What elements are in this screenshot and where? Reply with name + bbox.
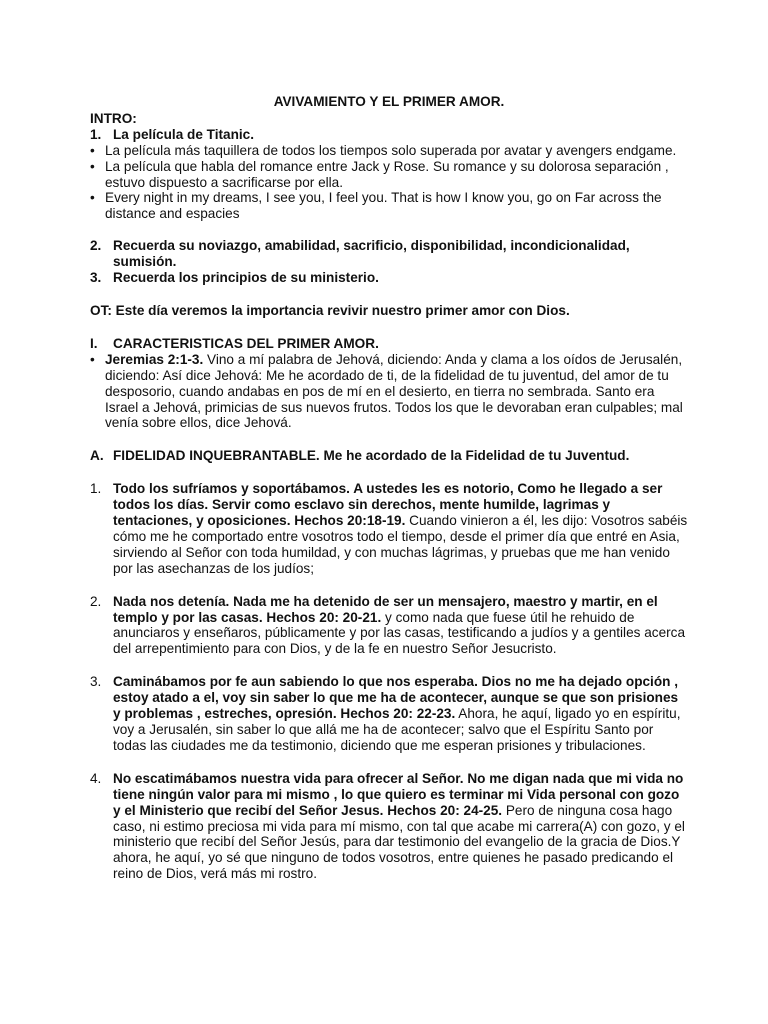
section-1-number: I. — [90, 335, 98, 351]
intro-bullet-text: La película que habla del romance entre Jack y Rose. Su romance y su dolorosa separación , estuvo dispuesto a sacrificarse por ella. — [105, 158, 669, 190]
section-a-number: A. — [90, 448, 104, 464]
point-4 — [90, 771, 688, 882]
scripture-text: Vino a mí palabra de Jehová, diciendo: Anda y clama a los oídos de Jerusalén, diciendo: Así dice Jehová: Me he acordado de ti, de la fidelidad de tu juventud, del amor de tu desposorio, cuando andabas en pos de mí en el desierto, en tierra no sembrada. Santo era Israel a Jehová, primicias de sus nuevos frutos. Todos los que le devoraban eran culpables; mal venía sobre ellos, dice Jehová. — [105, 351, 683, 431]
section-1-heading — [90, 336, 688, 352]
point-bold-text: Todo los sufríamos y soportábamos. A ustedes les es notorio, Como he llegado a ser todos los días. Servir como esclavo sin derechos, mente humilde, lagrimas y tentaciones, y oposiciones. Hechos 20:18-19. — [113, 481, 663, 529]
point-body — [113, 674, 688, 754]
point-scripture-text: y como nada que fuese útil he rehuido de anunciaros y enseñaros, públicamente y por las casas, testificando a judíos y a gentiles acerca del arrepentimiento para con Dios, y de la fe en nuestro Señor Jesucristo. — [113, 609, 686, 657]
document-title: AVIVAMIENTO Y EL PRIMER AMOR. — [273, 94, 505, 109]
section-a-heading — [90, 448, 688, 464]
point-body — [113, 771, 688, 882]
point-scripture-text: Cuando vinieron a él, les dijo: Vosotros sabéis cómo me he comportado entre vosotros todo el tiempo, desde el primer día que entré en Asia, sirviendo al Señor con toda humildad, y con muchas lágrimas, y pruebas que me han venido por las asechanzas de los judíos; — [113, 513, 688, 576]
point-bold-text: No escatimábamos nuestra vida para ofrecer al Señor. No me digan nada que mi vida no tiene ningún valor para mi mismo , lo que quiero es terminar mi Vida personal con gozo y el Ministerio que recibí del Señor Jesus. Hechos 20: 24-25. — [113, 770, 684, 818]
intro-bullet — [90, 159, 688, 191]
section-1-bullet-body — [105, 352, 688, 432]
point-number: 3. — [90, 674, 102, 690]
point-1 — [90, 481, 688, 576]
point-bold-text: Caminábamos por fe aun sabiendo lo que nos esperaba. Dios no me ha dejado opción , estoy atado a el, voy sin saber lo que me ha de acontecer, aunque se que son prisiones y problemas , estreches, opresión. Hechos 20: 22-23. — [113, 674, 679, 722]
section-a-title: FIDELIDAD INQUEBRANTABLE. Me he acordado de la Fidelidad de tu Juventud. — [113, 448, 630, 464]
bullet-icon: • — [90, 158, 95, 174]
bullet-icon: • — [90, 142, 95, 158]
point-number: 2. — [90, 593, 102, 609]
point-scripture-text: Ahora, he aquí, ligado yo en espíritu, voy a Jerusalén, sin saber lo que allá me ha de acontecer; salvo que el Espíritu Santo por todas las ciudades me da testimonio, diciendo que me esperan prisiones y tribulaciones. — [113, 706, 681, 753]
point-2 — [90, 594, 688, 658]
point-scripture-text: Pero de ninguna cosa hago caso, ni estimo preciosa mi vida para mí mismo, con tal que acabe mi carrera(A) con gozo, y el ministerio que recibí del Señor Jesús, para dar testimonio del evangelio de la gracia de Dios.Y ahora, he aquí, yo sé que ninguno de todos vosotros, entre quienes he pasado predicando el reino de Dios, verá más mi rostro. — [113, 802, 685, 882]
intro-item-1-text: La película de Titanic. — [113, 126, 255, 142]
intro-item-1 — [90, 127, 688, 143]
point-bold-text: Nada nos detenía. Nada me ha detenido de ser un mensajero, maestro y martir, en el templo y por las casas. Hechos 20: 20-21. — [113, 593, 658, 625]
point-body — [113, 594, 688, 658]
section-1-title: CARACTERISTICAS DEL PRIMER AMOR. — [113, 335, 379, 351]
intro-label: INTRO: — [90, 110, 137, 126]
intro-bullet-text: La película más taquillera de todos los tiempos solo superada por avatar y avengers endgame. — [105, 142, 677, 158]
point-3 — [90, 674, 688, 754]
intro-item-2-text: Recuerda su noviazgo, amabilidad, sacrificio, disponibilidad, incondicionalidad, sumisión. — [113, 238, 630, 270]
intro-item-3 — [90, 270, 688, 286]
point-number: 4. — [90, 770, 102, 786]
intro-item-2 — [90, 238, 688, 270]
point-body — [113, 481, 688, 576]
ot-statement: OT: Este día veremos la importancia revivir nuestro primer amor con Dios. — [90, 302, 570, 318]
point-number: 1. — [90, 481, 102, 497]
bullet-icon: • — [90, 190, 95, 206]
intro-item-1-number: 1. — [90, 126, 102, 142]
intro-item-3-number: 3. — [90, 270, 102, 286]
intro-bullet — [90, 143, 688, 159]
intro-bullet-text: Every night in my dreams, I see you, I feel you. That is how I know you, go on Far across the distance and espacies — [105, 190, 662, 222]
intro-item-3-text: Recuerda los principios de su ministerio. — [113, 270, 379, 286]
scripture-reference: Jeremias 2:1-3. — [105, 351, 204, 367]
section-1-bullet — [90, 352, 688, 432]
bullet-icon: • — [90, 351, 95, 367]
intro-item-2-number: 2. — [90, 238, 102, 254]
intro-bullet — [90, 190, 688, 222]
